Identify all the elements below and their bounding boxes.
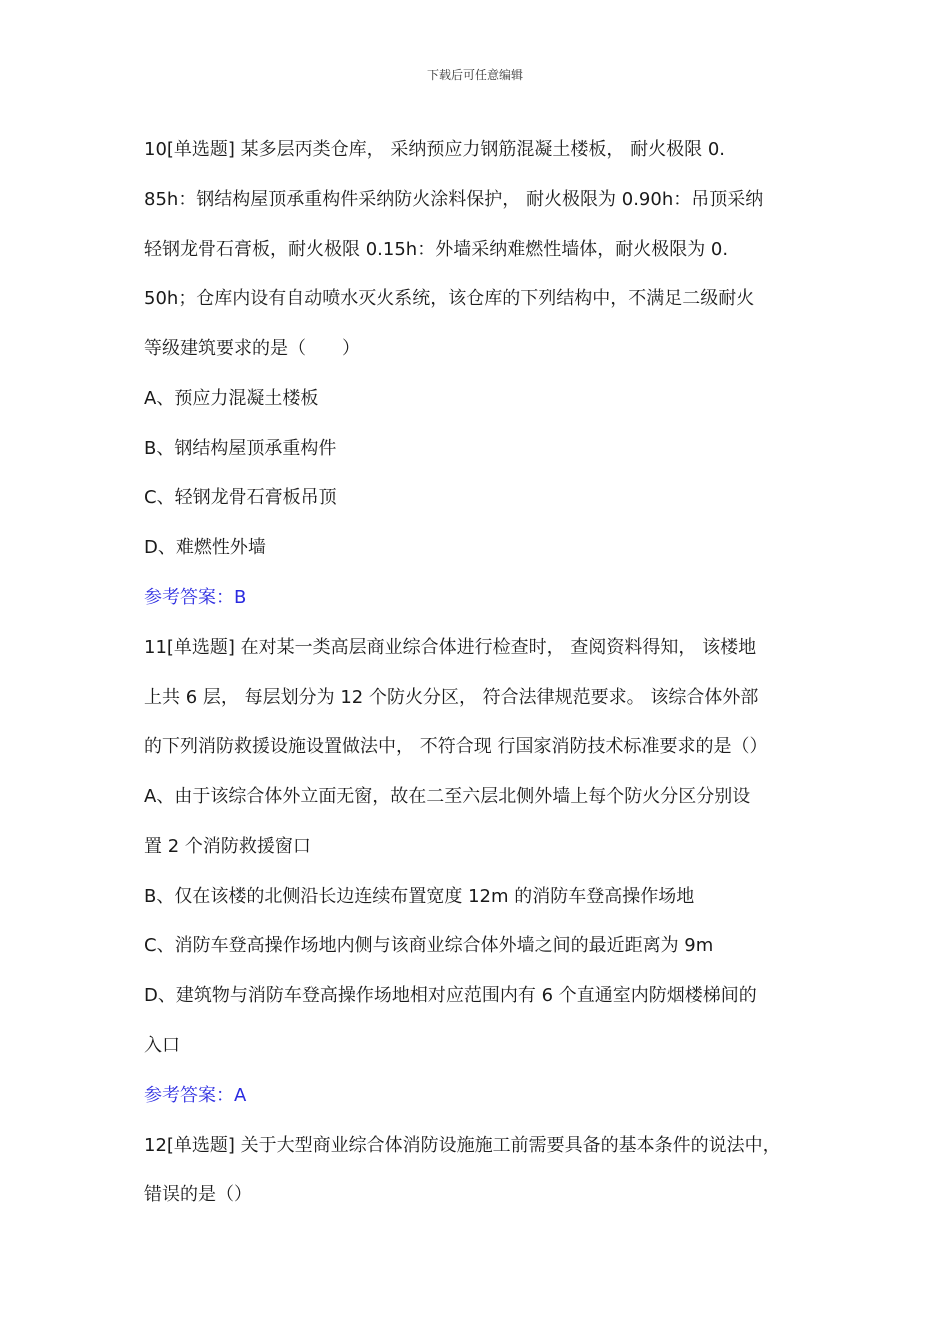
question-11-line-3: 的下列消防救援设施设置做法中， 不符合现 行国家消防技术标准要求的是（） [144, 736, 768, 757]
question-12-line-2: 错误的是（） [144, 1184, 252, 1205]
question-11-line-1: 11[单选题] 在对某一类高层商业综合体进行检查时， 查阅资料得知， 该楼地 [144, 637, 757, 658]
question-11-option-a-line-1: A、由于该综合体外立面无窗，故在二至六层北侧外墙上每个防火分区分别设 [144, 786, 751, 807]
question-10-line-3: 轻钢龙骨石膏板，耐火极限 0.15h：外墙采纳难燃性墙体，耐火极限为 0. [144, 239, 729, 260]
question-10-line-5: 等级建筑要求的是（ ） [144, 338, 360, 359]
question-10-option-c: C、轻钢龙骨石膏板吊顶 [144, 487, 337, 508]
question-11-answer: 参考答案：A [144, 1085, 247, 1106]
question-10-option-b: B、钢结构屋顶承重构件 [144, 438, 337, 459]
question-11-option-d-line-2: 入口 [144, 1035, 180, 1056]
question-10-answer: 参考答案：B [144, 587, 247, 608]
question-12-line-1: 12[单选题] 关于大型商业综合体消防设施施工前需要具备的基本条件的说法中， [144, 1135, 781, 1156]
question-11-option-b: B、仅在该楼的北侧沿长边连续布置宽度 12m 的消防车登高操作场地 [144, 886, 695, 907]
question-11-option-c: C、消防车登高操作场地内侧与该商业综合体外墙之间的最近距离为 9m [144, 935, 714, 956]
question-10-line-2: 85h：钢结构屋顶承重构件采纳防火涂料保护， 耐火极限为 0.90h：吊顶采纳 [144, 189, 764, 210]
question-10-option-d: D、难燃性外墙 [144, 537, 266, 558]
header-note: 下载后可任意编辑 [426, 68, 523, 82]
question-11-option-a-line-2: 置 2 个消防救援窗口 [144, 836, 311, 857]
question-10-option-a: A、预应力混凝土楼板 [144, 388, 319, 409]
question-11-option-d-line-1: D、建筑物与消防车登高操作场地相对应范围内有 6 个直通室内防烟楼梯间的 [144, 985, 757, 1006]
question-10-line-4: 50h；仓库内设有自动喷水灭火系统，该仓库的下列结构中，不满足二级耐火 [144, 288, 755, 309]
question-10-line-1: 10[单选题] 某多层丙类仓库， 采纳预应力钢筋混凝土楼板， 耐火极限 0. [144, 139, 726, 160]
question-11-line-2: 上共 6 层， 每层划分为 12 个防火分区， 符合法律规范要求。 该综合体外部 [144, 687, 759, 708]
